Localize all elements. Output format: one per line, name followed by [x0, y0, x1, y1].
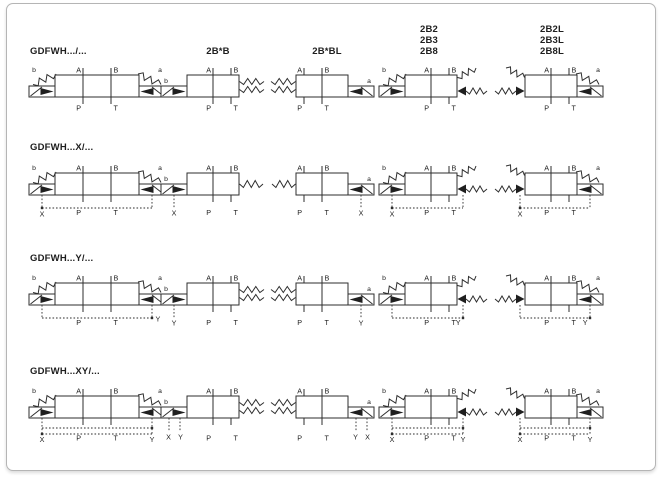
solenoid-label-a: a: [596, 165, 600, 172]
port-label-b: B: [571, 386, 577, 396]
pilot-label-y: Y: [455, 318, 461, 327]
pilot-label-x: X: [365, 432, 370, 442]
valve-symbol-row2-col3: [272, 164, 374, 218]
valve-symbol-row3-col1: [29, 274, 165, 328]
port-label-a: A: [544, 273, 549, 283]
pilot-label-y: Y: [171, 318, 177, 328]
port-label-t: T: [451, 103, 456, 113]
column-header-2b2: 2B2: [419, 24, 439, 35]
port-label-p: P: [206, 433, 211, 443]
port-label-b: B: [571, 65, 577, 75]
port-label-t: T: [571, 208, 576, 217]
pilot-label-x: X: [389, 209, 395, 219]
solenoid-label-b: b: [164, 176, 168, 183]
column-header-2b2l: 2B2L: [539, 24, 565, 35]
solenoid-label-b: b: [382, 388, 386, 395]
port-label-t: T: [324, 433, 329, 443]
port-label-t: T: [324, 208, 329, 217]
solenoid-label-b: b: [382, 67, 386, 74]
valve-symbol-row3-col3: [271, 274, 374, 328]
pilot-label-y: Y: [587, 435, 593, 444]
port-label-b: B: [451, 163, 457, 173]
row-label-gdfwh-xy: GDFWH...XY/...: [30, 366, 100, 377]
pilot-label-y: Y: [460, 435, 466, 444]
port-label-b: B: [324, 65, 330, 75]
solenoid-label-a: a: [367, 176, 371, 183]
port-label-p: P: [76, 433, 81, 443]
valve-symbol-row2-col2: [161, 164, 263, 218]
solenoid-label-a: a: [158, 275, 162, 282]
port-label-b: B: [233, 65, 239, 75]
port-label-b: B: [113, 65, 119, 75]
port-label-p: P: [76, 208, 81, 217]
port-label-b: B: [233, 273, 239, 283]
port-label-t: T: [571, 318, 576, 327]
port-label-p: P: [76, 103, 81, 113]
port-label-a: A: [76, 163, 81, 173]
solenoid-label-a: a: [367, 399, 371, 406]
port-label-a: A: [544, 386, 549, 396]
solenoid-label-a: a: [367, 78, 371, 85]
port-label-a: A: [206, 386, 211, 396]
port-label-p: P: [76, 318, 81, 327]
pilot-label-x: X: [517, 435, 523, 444]
port-label-t: T: [324, 318, 329, 327]
port-label-a: A: [76, 273, 81, 283]
valve-symbol-row4-col1: [29, 387, 165, 445]
solenoid-label-b: b: [32, 67, 36, 74]
port-label-b: B: [451, 65, 457, 75]
valve-symbol-row3-col4: [379, 274, 487, 328]
solenoid-label-b: b: [32, 165, 36, 172]
port-label-b: B: [113, 273, 119, 283]
port-label-t: T: [233, 103, 238, 113]
port-label-a: A: [424, 386, 429, 396]
column-header-2b8: 2B8: [419, 46, 439, 57]
valve-symbol-row2-col5: [495, 164, 603, 219]
valve-symbol-row1-col1: [29, 66, 165, 113]
solenoid-label-b: b: [382, 165, 386, 172]
valve-symbol-row4-col5: [495, 387, 603, 445]
solenoid-label-b: b: [382, 275, 386, 282]
port-label-p: P: [297, 433, 302, 443]
port-label-t: T: [113, 318, 118, 327]
solenoid-label-b: b: [32, 388, 36, 395]
port-label-a: A: [424, 163, 429, 173]
pilot-label-x: X: [166, 432, 171, 442]
port-label-a: A: [76, 386, 81, 396]
port-label-b: B: [324, 386, 330, 396]
port-label-b: B: [324, 163, 330, 173]
port-label-t: T: [233, 433, 238, 443]
solenoid-label-a: a: [596, 275, 600, 282]
solenoid-label-a: a: [367, 286, 371, 293]
valve-symbol-row1-col2: [161, 66, 264, 113]
port-label-p: P: [206, 208, 211, 217]
port-label-p: P: [297, 208, 302, 217]
column-header-2bb: 2B*B: [206, 46, 230, 57]
port-label-t: T: [233, 208, 238, 217]
solenoid-label-b: b: [164, 286, 168, 293]
pilot-label-x: X: [389, 435, 395, 444]
pilot-label-x: X: [358, 208, 364, 218]
port-label-p: P: [544, 103, 549, 113]
port-label-p: P: [544, 318, 549, 327]
port-label-p: P: [297, 318, 302, 327]
port-label-a: A: [297, 386, 302, 396]
solenoid-label-a: a: [158, 67, 162, 74]
pilot-label-y: Y: [178, 432, 183, 442]
port-label-p: P: [206, 318, 211, 327]
port-label-t: T: [113, 433, 118, 443]
port-label-p: P: [544, 208, 549, 217]
pilot-label-y: Y: [358, 318, 364, 328]
port-label-p: P: [544, 433, 549, 443]
solenoid-label-a: a: [596, 67, 600, 74]
port-label-a: A: [424, 273, 429, 283]
port-label-a: A: [297, 163, 302, 173]
valve-symbol-row1-col4: [379, 66, 487, 113]
port-label-t: T: [113, 103, 118, 113]
valve-symbol-row2-col4: [379, 164, 487, 219]
pilot-label-y: Y: [149, 435, 155, 444]
port-label-a: A: [76, 65, 81, 75]
port-label-b: B: [113, 163, 119, 173]
port-label-b: B: [451, 386, 457, 396]
port-label-t: T: [233, 318, 238, 327]
valve-symbol-row3-col2: [161, 274, 264, 328]
port-label-b: B: [571, 273, 577, 283]
port-label-b: B: [571, 163, 577, 173]
valve-symbol-row4-col2: [161, 387, 264, 443]
valve-symbol-row4-col4: [379, 387, 487, 445]
port-label-a: A: [206, 273, 211, 283]
port-label-t: T: [451, 433, 456, 443]
port-label-p: P: [424, 318, 429, 327]
port-label-p: P: [424, 433, 429, 443]
port-label-a: A: [544, 65, 549, 75]
pilot-label-x: X: [171, 208, 177, 218]
port-label-t: T: [571, 433, 576, 443]
port-label-t: T: [324, 103, 329, 113]
port-label-b: B: [233, 386, 239, 396]
pilot-label-x: X: [39, 435, 45, 444]
port-label-p: P: [206, 103, 211, 113]
port-label-a: A: [297, 65, 302, 75]
port-label-b: B: [113, 386, 119, 396]
port-label-t: T: [451, 208, 456, 217]
column-header-2b3: 2B3: [419, 35, 439, 46]
port-label-p: P: [424, 103, 429, 113]
valve-symbol-row1-col5: [495, 66, 603, 113]
port-label-b: B: [233, 163, 239, 173]
port-label-b: B: [451, 273, 457, 283]
column-header-2b8l: 2B8L: [539, 46, 565, 57]
port-label-a: A: [206, 163, 211, 173]
row-label-gdfwh: GDFWH.../...: [30, 46, 87, 57]
pilot-label-y: Y: [582, 318, 588, 327]
valve-symbol-row2-col1: [29, 164, 165, 219]
pilot-label-y: Y: [353, 432, 358, 442]
row-label-gdfwh-x: GDFWH...X/...: [30, 142, 94, 153]
solenoid-label-a: a: [158, 388, 162, 395]
solenoid-label-b: b: [32, 275, 36, 282]
port-label-p: P: [424, 208, 429, 217]
port-label-t: T: [571, 103, 576, 113]
port-label-t: T: [451, 318, 456, 327]
port-label-t: T: [113, 208, 118, 217]
pilot-label-x: X: [39, 209, 45, 219]
port-label-a: A: [424, 65, 429, 75]
solenoid-label-b: b: [164, 78, 168, 85]
valve-symbol-row3-col5: [495, 274, 603, 328]
row-label-gdfwh-y: GDFWH...Y/...: [30, 253, 94, 264]
pilot-label-x: X: [517, 209, 523, 219]
column-header-2bbl: 2B*BL: [312, 46, 342, 57]
port-label-b: B: [324, 273, 330, 283]
solenoid-label-a: a: [596, 388, 600, 395]
pilot-label-y: Y: [155, 314, 161, 324]
port-label-p: P: [297, 103, 302, 113]
column-header-2b3l: 2B3L: [539, 35, 565, 46]
valve-symbol-row1-col3: [271, 66, 374, 113]
valve-symbol-row4-col3: [271, 387, 374, 443]
port-label-a: A: [544, 163, 549, 173]
solenoid-label-a: a: [158, 165, 162, 172]
port-label-a: A: [206, 65, 211, 75]
solenoid-label-b: b: [164, 399, 168, 406]
port-label-a: A: [297, 273, 302, 283]
